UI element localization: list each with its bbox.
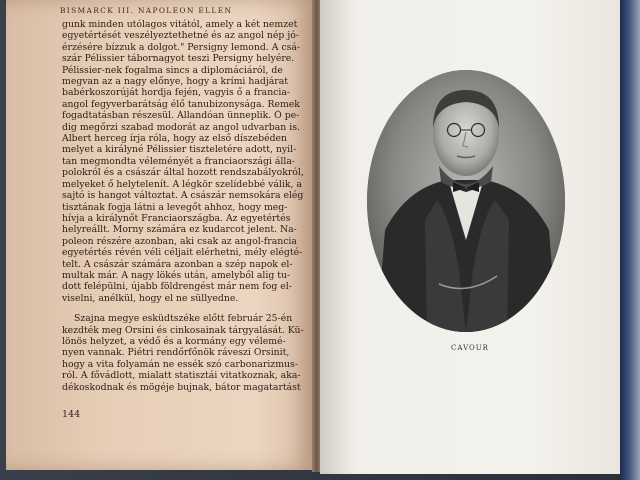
portrait-illustration bbox=[367, 70, 565, 332]
text-line: melyet a királyné Pélissier tiszteletére adott, nyil- bbox=[62, 144, 297, 156]
text-line: sajtó is hangot változtat. A császár nemsokára elég bbox=[62, 190, 304, 202]
text-line: multak már. A nagy lökés után, amelyből alig tu- bbox=[62, 269, 291, 281]
text-line: viselni, anélkül, hogy el ne süllyedne. bbox=[62, 292, 239, 304]
text-line: egyetértését veszélyeztethetné és az angol nép jó- bbox=[62, 30, 299, 42]
text-line: gunk minden utólagos vitától, amely a két nemzet bbox=[62, 19, 298, 30]
text-line: hívja a királynőt Franciaországba. Az egyetértés bbox=[62, 212, 291, 224]
text-line: dékoskodnak és mögéje bujnak, bátor magatartást bbox=[62, 381, 301, 393]
plate-caption: CAVOUR bbox=[451, 344, 489, 352]
text-line: megvan az a nagy előnye, hogy a krími hadjárat bbox=[62, 76, 288, 88]
body-text bbox=[62, 19, 312, 393]
text-line: poleon részére azonban, aki csak az angol-francia bbox=[62, 235, 297, 247]
text-line: ról. A fővádlott, mialatt statisztái vitatkoznak, aka- bbox=[62, 370, 301, 382]
text-line: dig megőrzi szabad modorát az angol udvarban is. bbox=[62, 121, 300, 133]
text-line: melyeket ő helytelenít. A légkör szelídebbé válik, a bbox=[62, 178, 302, 190]
text-line: babérkoszorúját hordja fején, vagyis ő a francia- bbox=[62, 87, 291, 99]
text-line: helyreállt. Morny számára ez kudarcot jelent. Na- bbox=[62, 224, 297, 236]
text-line: tan megmondta véleményét a franciaországi álla- bbox=[62, 155, 295, 167]
text-line: hogy a vita folyamán ne essék szó carbonarizmus- bbox=[62, 358, 298, 370]
text-line: Pélissier-nek fogalma sincs a diplomáciáról, de bbox=[62, 64, 283, 76]
text-line: érzésére bízzuk a dolgot." Persigny lemond. A csá- bbox=[62, 41, 301, 53]
text-line: polokról és a császár által hozott rendszabályokról, bbox=[62, 167, 304, 179]
paragraph-gap bbox=[62, 304, 312, 313]
running-head: BISMARCK III. NAPOLEON ELLEN bbox=[60, 6, 233, 15]
page-number: 144 bbox=[62, 409, 81, 420]
cavour-portrait bbox=[367, 70, 565, 332]
text-line: Szajna megye esküdtszéke előtt február 25-én bbox=[74, 313, 293, 325]
text-line: kezdték meg Orsini és cinkosainak tárgyalását. Kü- bbox=[62, 324, 304, 336]
text-line: fogadtatásban részesül. Állandóan ünneplik. Ő pe- bbox=[62, 110, 300, 122]
text-line: egyetértés révén véli céljait elérhetni, mély elégté- bbox=[62, 247, 303, 259]
text-line: tisztának fogja látni a levegőt ahhoz, hogy meg- bbox=[62, 201, 288, 213]
text-line: Albert herceg írja róla, hogy az első díszebéden bbox=[62, 133, 288, 145]
book-cover-edge bbox=[620, 0, 640, 480]
text-line: nyen vannak. Piétri rendőrfőnök ráveszi Orsinit, bbox=[62, 347, 290, 359]
text-line: angol fegyverbarátság élő tanubizonysága. Remek bbox=[62, 98, 300, 110]
text-line: telt. A császár számára azonban a szép napok el- bbox=[62, 258, 293, 270]
text-line: lönös helyzet, a védő és a kormány egy vélemé- bbox=[62, 335, 286, 347]
text-line: szár Pélissier tábornagyot teszi Persigny helyére. bbox=[62, 53, 295, 65]
text-line: dott felépülni, újabb földrengést már nem fog el- bbox=[62, 281, 292, 293]
